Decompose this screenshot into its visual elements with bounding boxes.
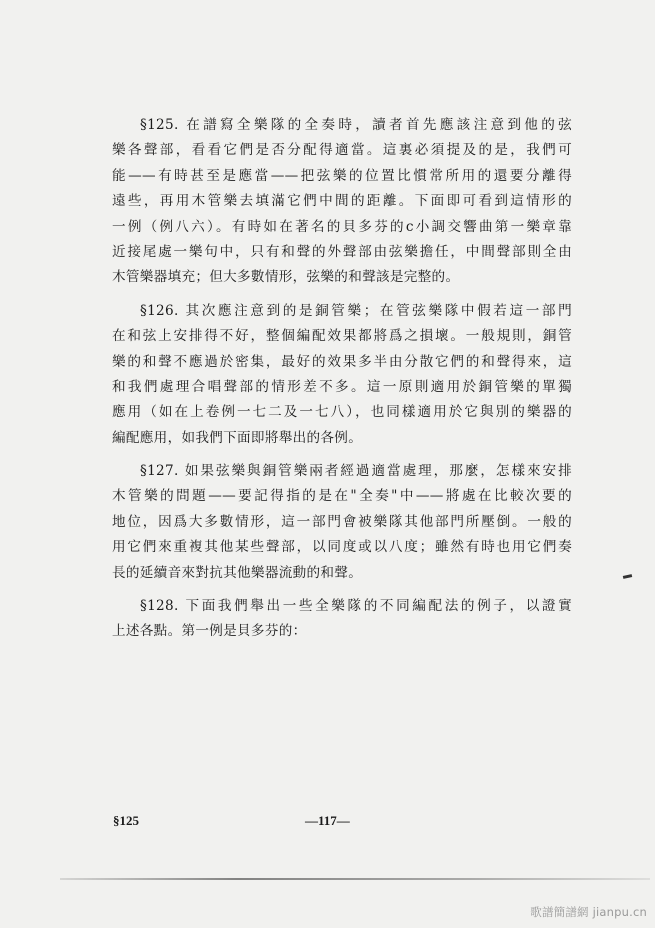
text-line: 木管樂器填充；但大多數情形，弦樂的和聲該是完整的。 xyxy=(112,269,460,286)
text-line: 長的延續音來對抗其他樂器流動的和聲。 xyxy=(112,564,363,581)
text-line: 一例（例八六）。有時如在著名的貝多芬的c小調交響曲第一樂章靠 xyxy=(112,218,572,235)
text-line: 樂各聲部，看看它們是否分配得適當。這裏必須提及的是，我們可 xyxy=(112,142,572,159)
text-line: 近接尾處一樂句中，只有和聲的外聲部由弦樂擔任，中間聲部則全由 xyxy=(112,243,572,260)
body-text xyxy=(112,113,572,653)
section-footnote: §125 xyxy=(113,813,139,828)
text-line: 木管樂的問題——要記得指的是在"全奏"中——將處在比較次要的 xyxy=(112,488,572,505)
text-line: 樂的和聲不應過於密集，最好的效果多半由分散它們的和聲得來，這 xyxy=(112,353,572,370)
paragraph-126 xyxy=(112,299,572,451)
text-line: §128. 下面我們舉出一些全樂隊的不同編配法的例子，以證實 xyxy=(140,598,572,615)
bottom-divider xyxy=(60,878,650,880)
paragraph-128 xyxy=(112,594,572,645)
paragraph-125 xyxy=(112,113,572,291)
text-line: 編配應用，如我們下面即將舉出的各例。 xyxy=(112,429,363,446)
text-line: 在和弦上安排得不好，整個編配效果都將爲之損壞。一般規則，銅管 xyxy=(112,328,572,345)
text-line: 上述各點。第一例是貝多芬的： xyxy=(112,623,307,640)
text-line: 能——有時甚至是應當——把弦樂的位置比慣常所用的還要分離得 xyxy=(112,167,572,184)
margin-mark xyxy=(623,574,632,579)
text-line: 遠些，再用木管樂去填滿它們中間的距離。下面即可看到這情形的 xyxy=(112,193,572,210)
paragraph-127 xyxy=(112,459,572,586)
text-line: §125. 在譜寫全樂隊的全奏時，讀者首先應該注意到他的弦 xyxy=(140,117,572,133)
text-line: 應用（如在上卷例一七二及一七八），也同樣適用於它與別的樂器的 xyxy=(112,404,572,421)
page-number: —117— xyxy=(305,813,350,828)
text-line: 地位，因爲大多數情形，這一部門會被樂隊其他部門所壓倒。一般的 xyxy=(112,513,572,530)
site-watermark: 歌譜簡譜網 jianpu.cn xyxy=(530,905,647,919)
text-line: §127. 如果弦樂與銅管樂兩者經過適當處理，那麼，怎樣來安排 xyxy=(140,463,572,480)
text-line: 和我們處理合唱聲部的情形差不多。這一原則適用於銅管樂的單獨 xyxy=(112,378,572,395)
text-line: 用它們來重複其他某些聲部，以同度或以八度；雖然有時也用它們奏 xyxy=(112,539,572,556)
text-line: §126. 其次應注意到的是銅管樂；在管弦樂隊中假若這一部門 xyxy=(140,302,572,319)
